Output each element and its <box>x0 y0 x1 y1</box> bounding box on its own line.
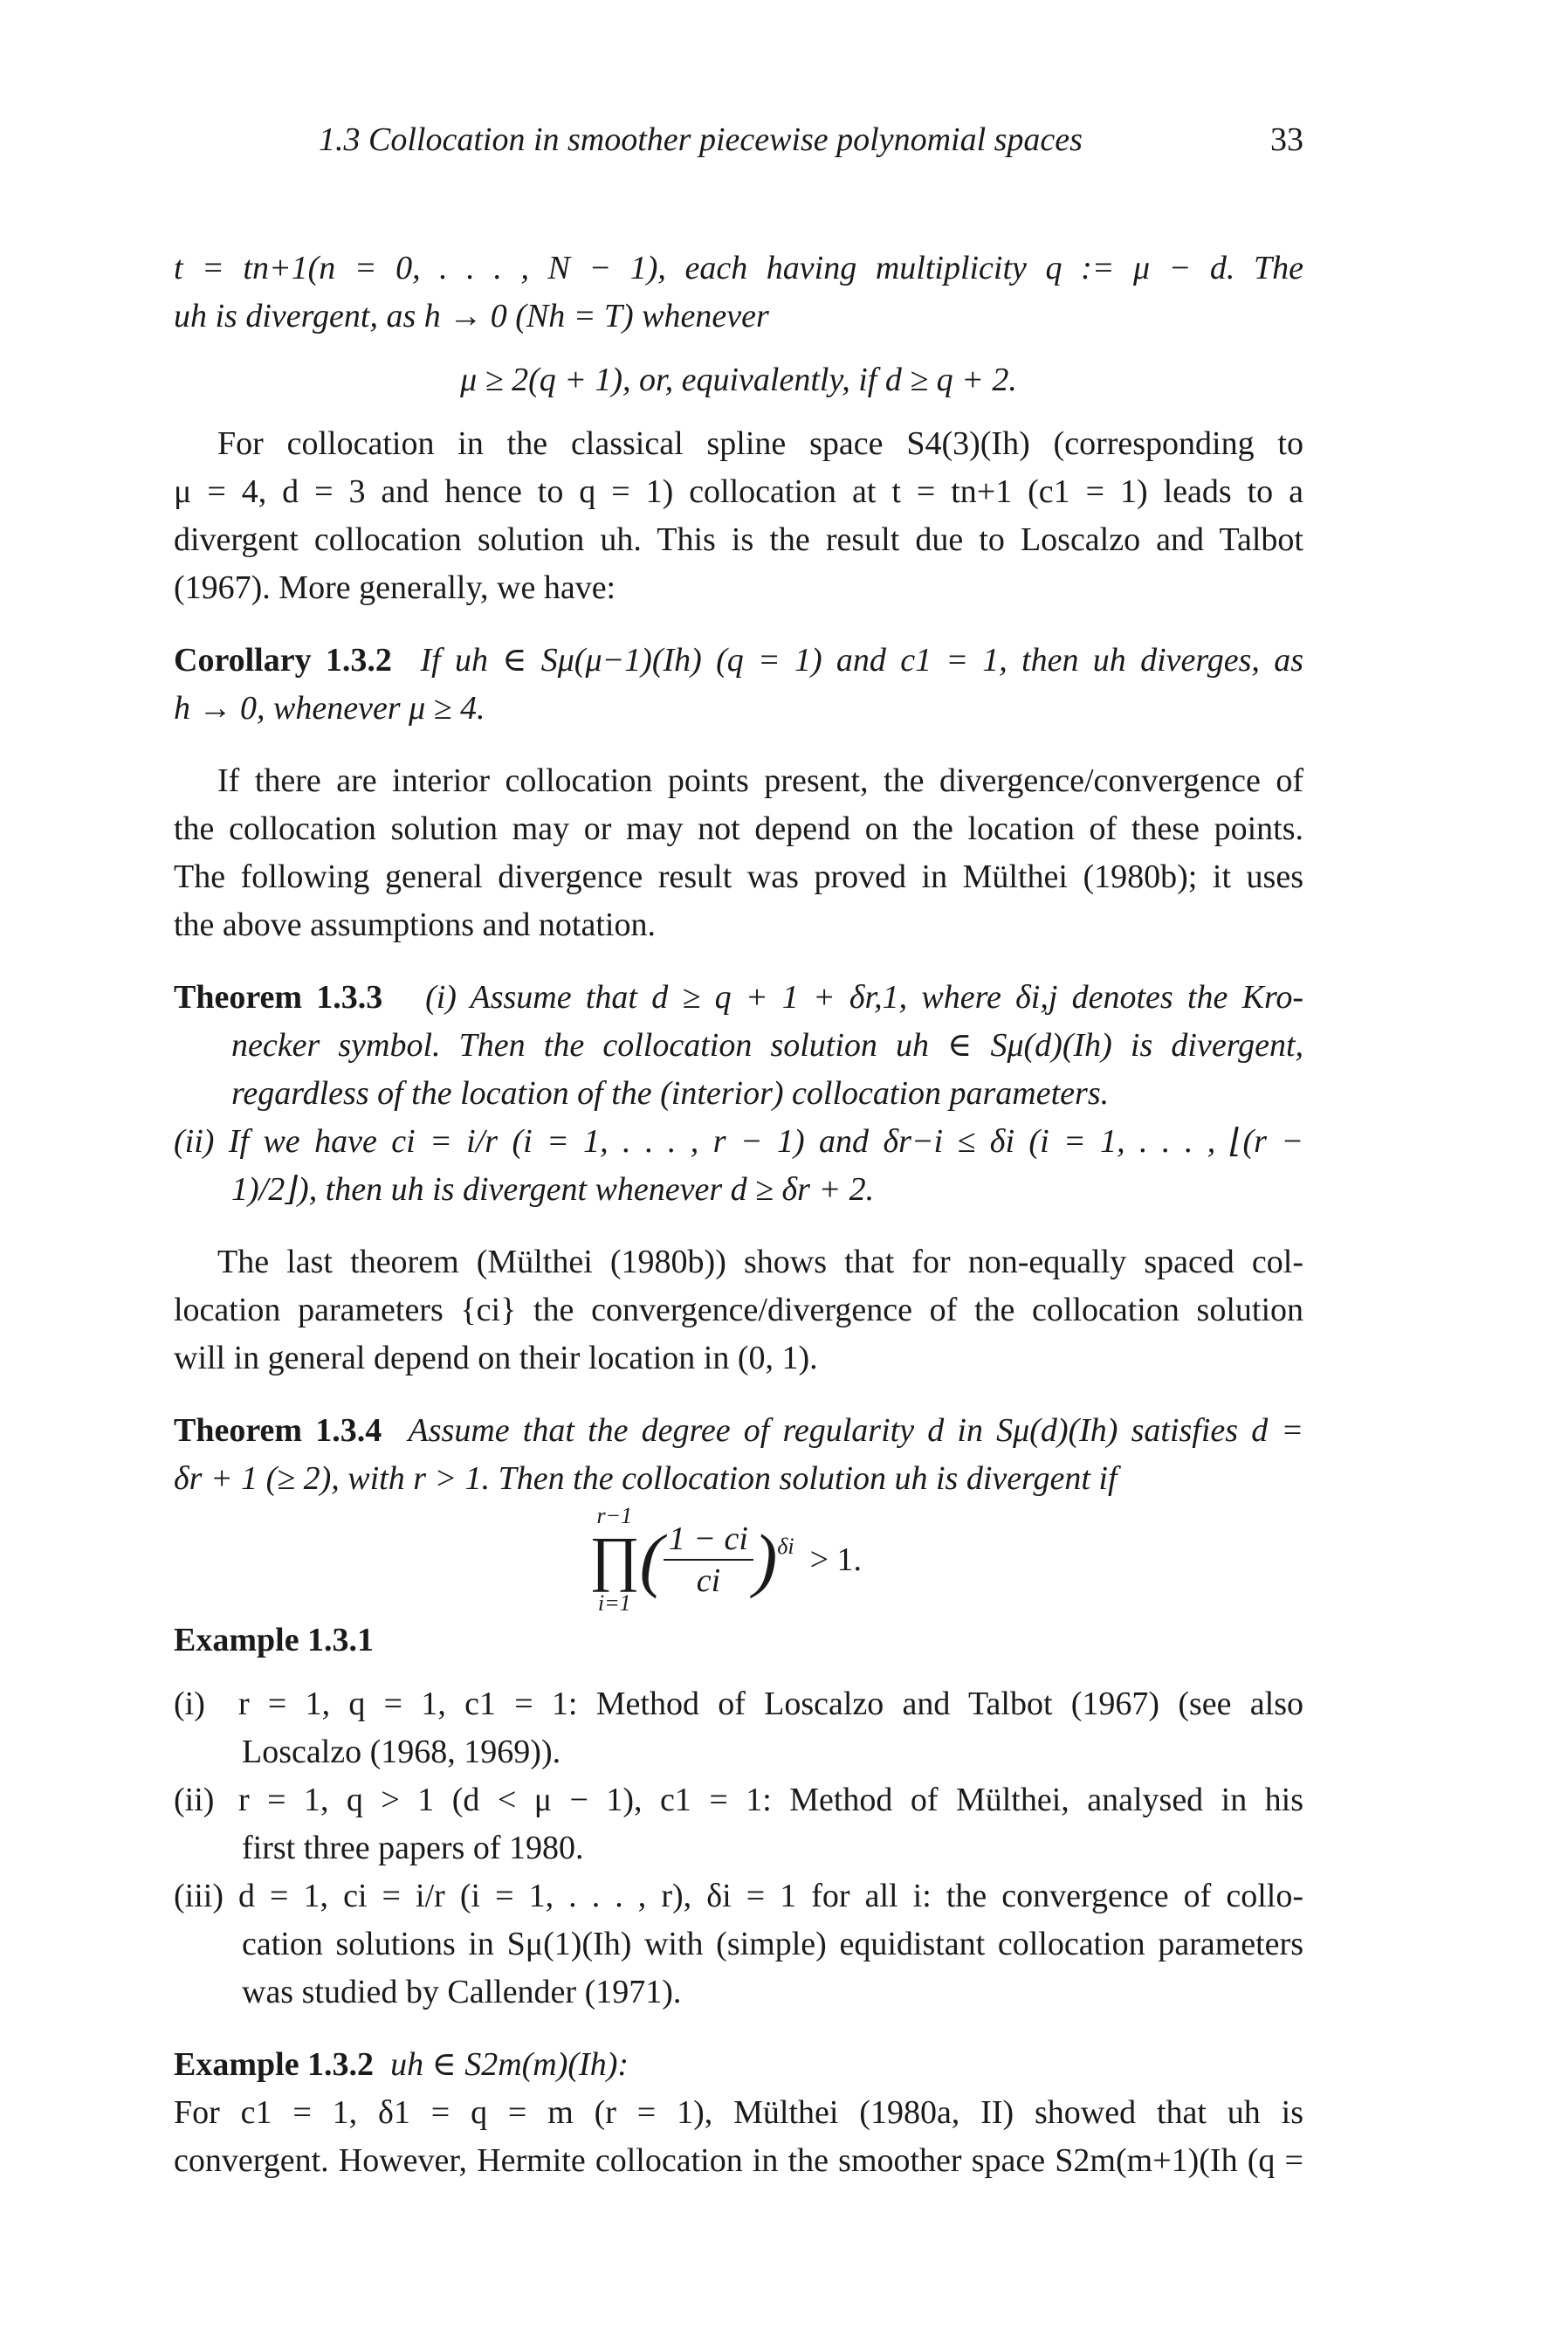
example-item-iii-line-1: d = 1, ci = i/r (i = 1, . . . , r), δi = 1 for all i: the convergence of collo- <box>238 1878 1303 1914</box>
running-header <box>319 121 1303 164</box>
example-item-iii-line-3: was studied by Callender (1971). <box>242 1974 682 2010</box>
last-line-1: The last theorem (Mülthei (1980b)) shows that for non-equally spaced col- <box>217 1244 1303 1280</box>
intro-line-1: t = tn+1(n = 0, . . . , N − 1), each having multiplicity q := μ − d. The <box>174 250 1303 286</box>
intro-display-equation: μ ≥ 2(q + 1), or, equivalently, if d ≥ q + 2. <box>460 362 1017 398</box>
theorem-133-ii-line-2: 1)/2⌋), then uh is divergent whenever d ≥ δr + 2. <box>231 1171 875 1208</box>
exponent: δi <box>777 1534 794 1559</box>
example-1-3-2 <box>174 2041 1303 2185</box>
last-line-3: will in general depend on their location in (0, 1). <box>174 1340 818 1376</box>
theorem-133-i-line-3: regardless of the location of the (interior) collocation parameters. <box>231 1075 1110 1112</box>
product-condition <box>148 1503 1303 1617</box>
interior-line-1: If there are interior collocation points present, the divergence/convergence of <box>217 762 1303 799</box>
corollary-1-3-2 <box>174 637 1303 733</box>
theorem-134-line-2: δr + 1 (≥ 2), with r > 1. Then the collocation solution uh is divergent if <box>174 1460 1118 1497</box>
example-item-iii-line-2: cation solutions in Sμ(1)(Ih) with (simple) equidistant collocation parameters <box>242 1926 1303 1962</box>
corollary-line-1: If uh ∈ Sμ(μ−1)(Ih) (q = 1) and c1 = 1, then uh diverges, as <box>420 642 1304 679</box>
theorem-133-i-line-2: necker symbol. Then the collocation solution uh ∈ Sμ(d)(Ih) is divergent, <box>231 1027 1303 1064</box>
theorem-1-3-3 <box>174 974 1303 1214</box>
corollary-label: Corollary 1.3.2 <box>174 642 392 679</box>
example-item-i-label: (i) <box>174 1686 205 1722</box>
last-line-2: location parameters {ci} the convergence/divergence of the collocation solution <box>174 1292 1303 1328</box>
fraction-denominator: ci <box>696 1562 721 1599</box>
example-132-line-1: For c1 = 1, δ1 = q = m (r = 1), Mülthei (1980a, II) showed that uh is <box>174 2094 1303 2131</box>
classical-line-2: μ = 4, d = 3 and hence to q = 1) collocation at t = tn+1 (c1 = 1) leads to a <box>174 473 1303 510</box>
example-1-3-1 <box>174 1617 1303 2017</box>
product-operator <box>589 1503 640 1617</box>
example-item-ii-line-1: r = 1, q > 1 (d < μ − 1), c1 = 1: Method of Mülthei, analysed in his <box>238 1782 1303 1818</box>
example-item-i-line-2: Loscalzo (1968, 1969)). <box>242 1734 561 1770</box>
left-paren: ( <box>639 1520 664 1599</box>
interior-line-4: the above assumptions and notation. <box>174 907 656 943</box>
interior-line-2: the collocation solution may or may not depend on the location of these points. <box>174 810 1303 847</box>
classical-line-1: For collocation in the classical spline space S4(3)(Ih) (corresponding to <box>217 425 1303 462</box>
example-item-iii-label: (iii) <box>174 1878 224 1914</box>
fraction-numerator: 1 − ci <box>664 1519 753 1561</box>
page-number: 33 <box>1270 121 1303 158</box>
fraction <box>664 1519 753 1601</box>
product-lower-limit: i=1 <box>597 1590 631 1616</box>
example-item-ii-label: (ii) <box>174 1782 215 1818</box>
intro-block <box>174 245 1303 404</box>
example-131-label: Example 1.3.1 <box>174 1622 375 1658</box>
example-132-label: Example 1.3.2 <box>174 2046 375 2083</box>
example-132-line-2: convergent. However, Hermite collocation in the smoother space S2m(m+1)(Ih (q = <box>174 2142 1303 2179</box>
theorem-133-i-line-1: (i) Assume that d ≥ q + 1 + δr,1, where δi,j denotes the Kro- <box>425 979 1304 1016</box>
page-body <box>174 245 1303 2185</box>
corollary-line-2: h → 0, whenever μ ≥ 4. <box>174 690 485 727</box>
example-item-i-line-1: r = 1, q = 1, c1 = 1: Method of Loscalzo and Talbot (1967) (see also <box>238 1686 1303 1722</box>
right-paren: ) <box>753 1520 778 1599</box>
product-symbol: ∏ <box>588 1526 640 1593</box>
running-title: 1.3 Collocation in smoother piecewise polynomial spaces <box>319 121 1083 158</box>
classical-line-4: (1967). More generally, we have: <box>174 569 616 606</box>
classical-spline-paragraph <box>174 420 1303 612</box>
theorem-134-label: Theorem 1.3.4 <box>174 1412 382 1449</box>
inequality-relation: > 1. <box>809 1541 863 1578</box>
product-upper-limit: r−1 <box>596 1503 633 1528</box>
example-item-ii-line-2: first three papers of 1980. <box>242 1830 584 1866</box>
intro-line-2: uh is divergent, as h → 0 (Nh = T) whenever <box>174 298 769 334</box>
last-theorem-paragraph <box>174 1238 1303 1382</box>
theorem-133-ii-line-1: (ii) If we have ci = i/r (i = 1, . . . , r − 1) and δr−i ≤ δi (i = 1, . . . , ⌊(r − <box>174 1123 1303 1160</box>
theorem-1-3-4 <box>174 1407 1303 1617</box>
theorem-133-label: Theorem 1.3.3 <box>174 979 383 1016</box>
example-131-items <box>174 1680 1303 2017</box>
example-132-head: uh ∈ S2m(m)(Ih): <box>390 2046 629 2083</box>
interior-points-paragraph <box>174 757 1303 949</box>
theorem-134-line-1: Assume that the degree of regularity d in Sμ(d)(Ih) satisfies d = <box>408 1412 1304 1449</box>
interior-line-3: The following general divergence result was proved in Mülthei (1980b); it uses <box>174 858 1303 895</box>
classical-line-3: divergent collocation solution uh. This is the result due to Loscalzo and Talbot <box>174 521 1303 558</box>
